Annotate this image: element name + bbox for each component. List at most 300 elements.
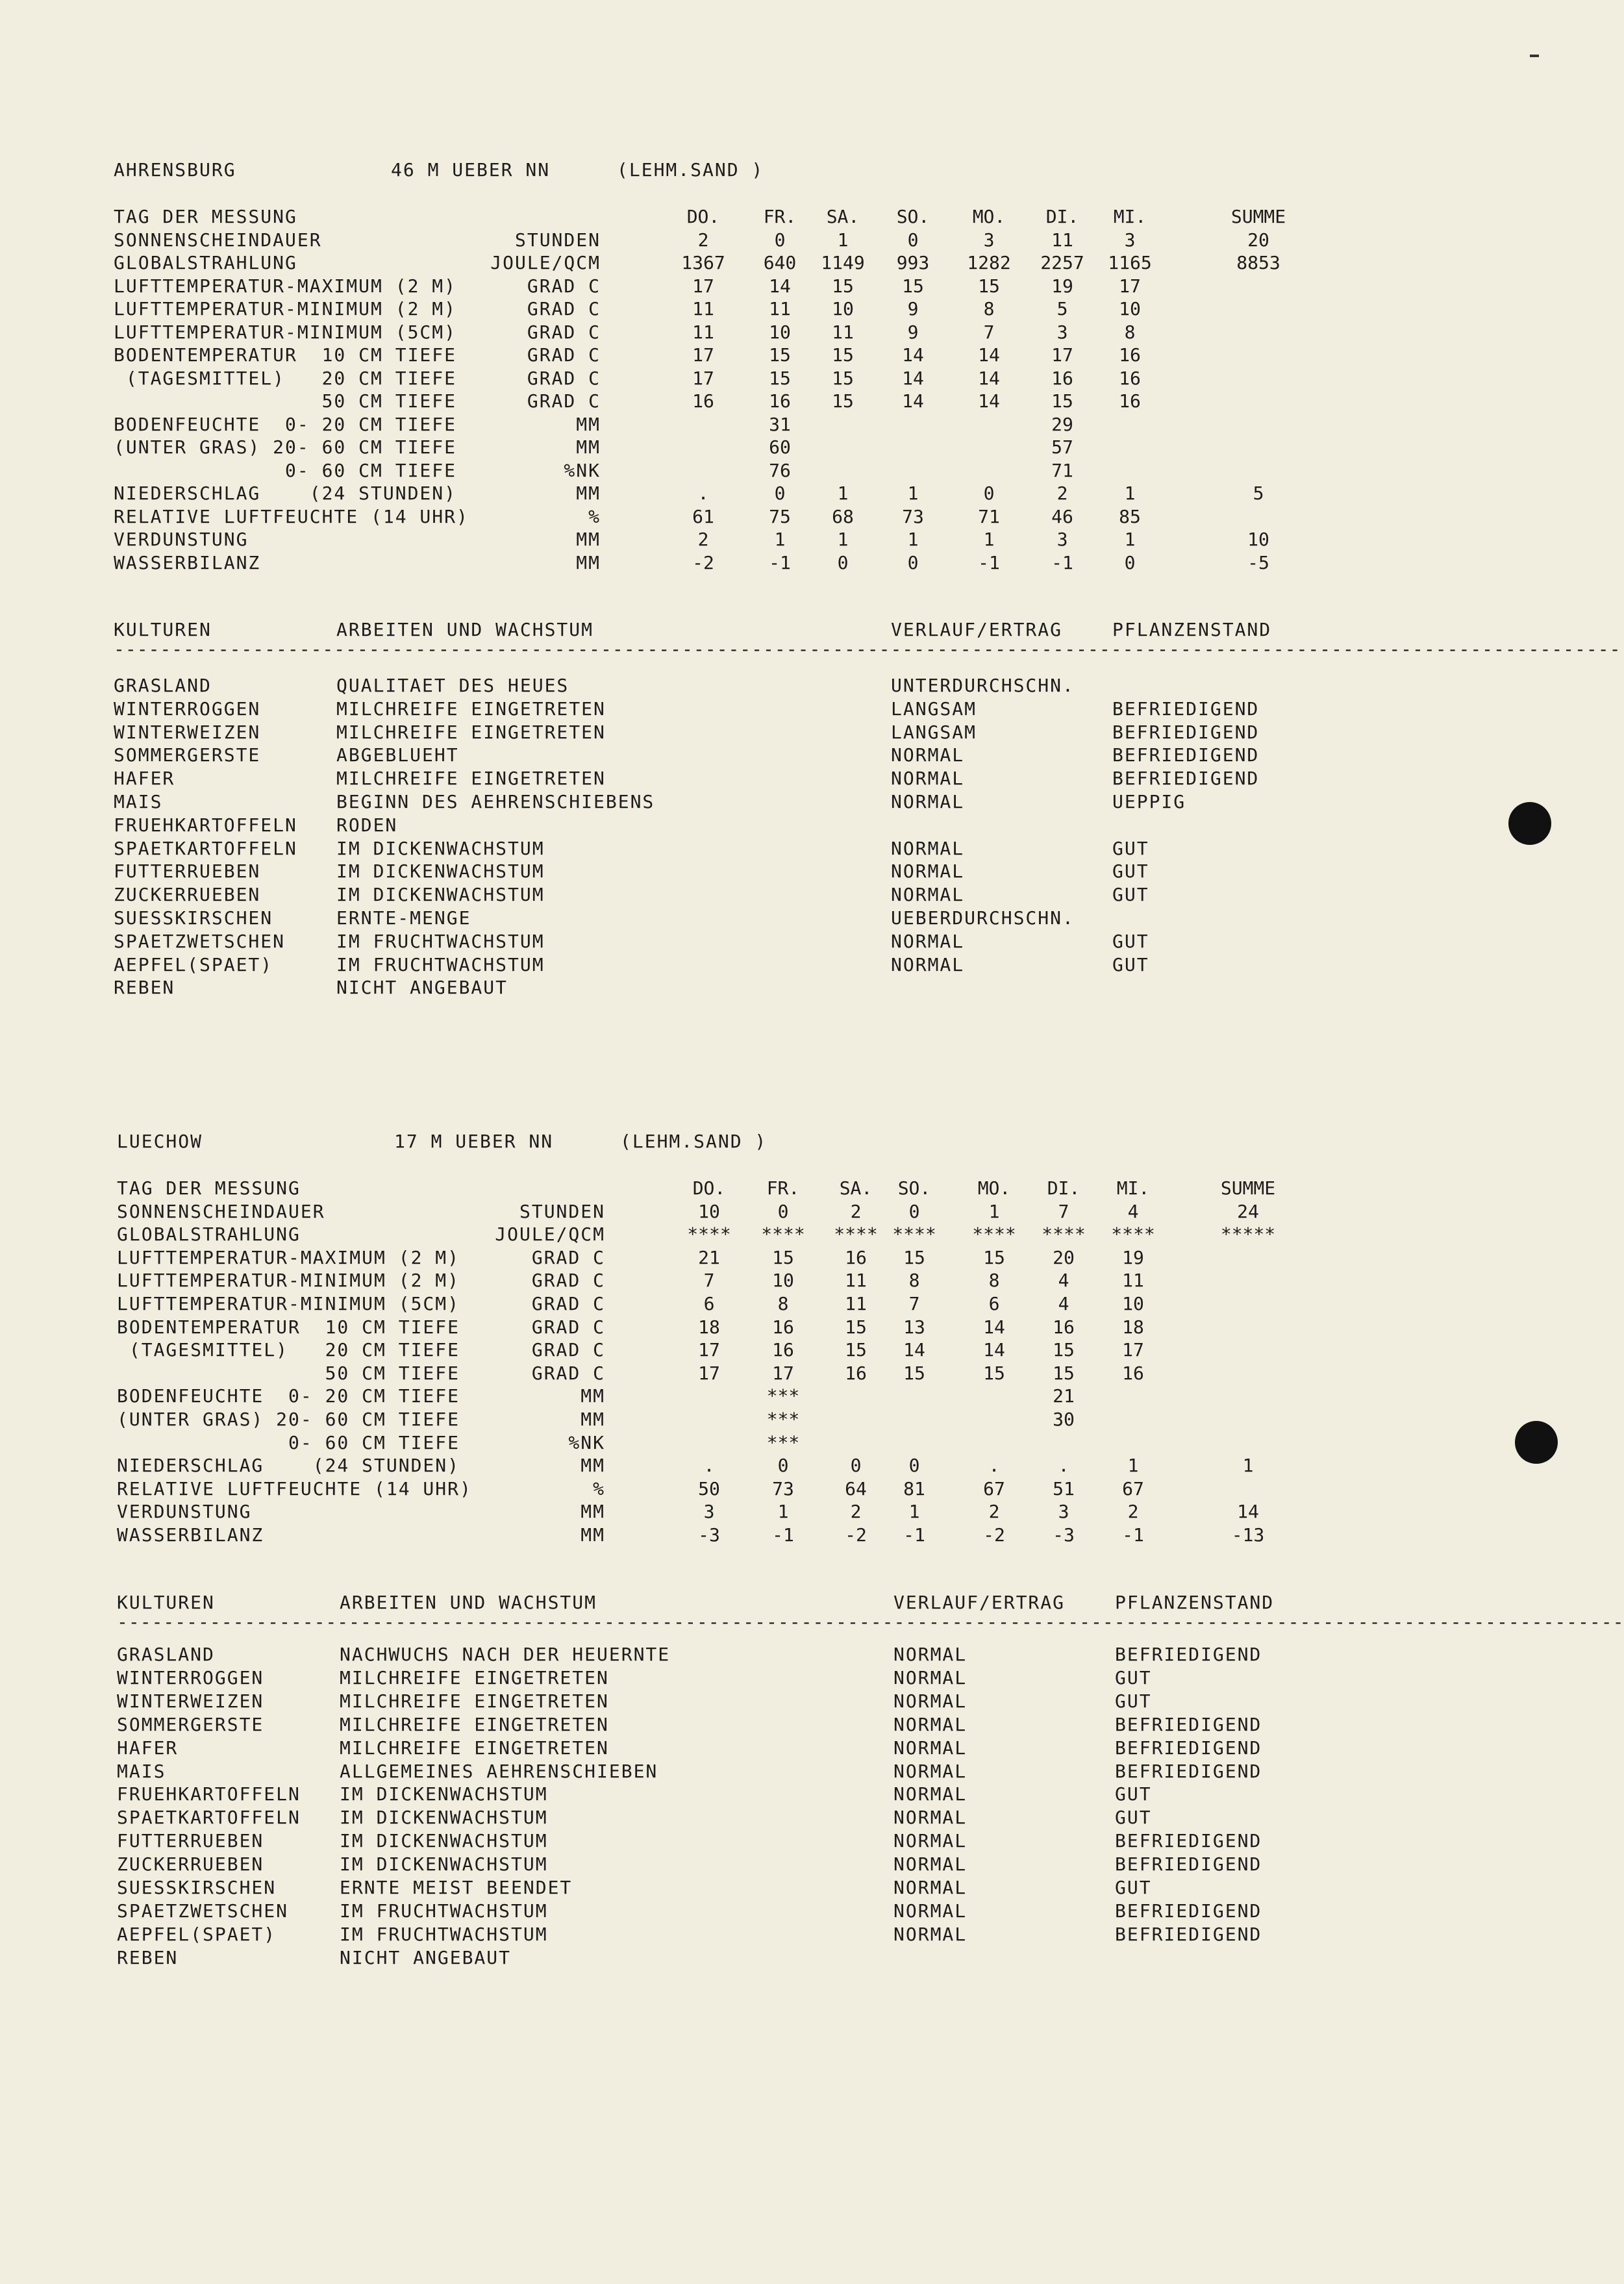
- measurement-value: 64: [845, 1477, 867, 1500]
- corner-mark: [1530, 55, 1539, 57]
- crop-stand: GUT: [1115, 1783, 1152, 1805]
- punch-hole-lower: [1515, 1421, 1558, 1464]
- measurement-sum: 20: [1247, 229, 1269, 251]
- measurement-value: 2: [850, 1501, 862, 1523]
- measurement-unit: GRAD C: [531, 1339, 605, 1361]
- measurement-value: 11: [845, 1293, 867, 1314]
- measurement-label: 50 CM TIEFE: [114, 390, 457, 412]
- measurement-label: SONNENSCHEINDAUER: [114, 229, 322, 251]
- measurement-value: 8: [1124, 321, 1136, 343]
- measurement-value: ****: [972, 1224, 1016, 1246]
- measurement-value: 13: [903, 1316, 925, 1338]
- crop-culture: REBEN: [114, 977, 175, 999]
- measurement-value: 1: [777, 1501, 789, 1523]
- measurement-value: .: [703, 1455, 715, 1477]
- measurement-value: 16: [692, 390, 714, 412]
- measurement-value: 1282: [967, 252, 1011, 273]
- measurement-value: 0: [777, 1200, 789, 1222]
- measurement-sum: 5: [1253, 483, 1264, 504]
- crops-header-culture: KULTUREN: [117, 1592, 215, 1613]
- crop-trend: NORMAL: [893, 1830, 968, 1852]
- crop-trend: NORMAL: [891, 768, 965, 790]
- measurement-value: 2: [697, 229, 709, 251]
- measurement-value: 17: [692, 344, 714, 366]
- measurement-sum: *****: [1220, 1224, 1276, 1246]
- measurement-value: 15: [832, 367, 854, 389]
- measurement-value: 2: [850, 1200, 862, 1222]
- measurement-value: 1: [1124, 483, 1136, 504]
- measurement-sum: -13: [1231, 1524, 1265, 1546]
- measurement-value: 76: [769, 459, 791, 481]
- measurement-value: -2: [692, 551, 714, 573]
- measurement-value: 0: [777, 1455, 789, 1477]
- measurement-value: 17: [1119, 275, 1141, 297]
- measurement-value: 1: [1124, 529, 1136, 550]
- measurement-label: NIEDERSCHLAG (24 STUNDEN): [117, 1455, 460, 1477]
- measurement-unit: GRAD C: [531, 1270, 605, 1292]
- measurement-value: -2: [845, 1524, 867, 1546]
- crops-header-work: ARBEITEN UND WACHSTUM: [336, 619, 594, 640]
- measurement-value: 18: [698, 1316, 720, 1338]
- measurement-value: 16: [772, 1316, 794, 1338]
- station-soil: (LEHM.SAND ): [617, 159, 764, 181]
- measurement-value: 2: [988, 1501, 1000, 1523]
- crops-header-trend: VERLAUF/ERTRAG: [891, 619, 1063, 640]
- measurement-value: 75: [769, 505, 791, 527]
- measurement-label: BODENTEMPERATUR 10 CM TIEFE: [117, 1316, 460, 1338]
- measurement-sum: 10: [1247, 529, 1269, 550]
- measurement-value: -1: [903, 1524, 925, 1546]
- crop-stand: GUT: [1112, 930, 1149, 952]
- measurement-value: 9: [907, 298, 919, 320]
- measurement-value: ****: [834, 1224, 878, 1246]
- measurement-unit: MM: [576, 436, 601, 458]
- crop-trend: NORMAL: [893, 1644, 968, 1665]
- crop-work: IM DICKENWACHSTUM: [340, 1783, 548, 1805]
- measurement-unit: MM: [581, 1409, 605, 1430]
- crop-culture: AEPFEL(SPAET): [114, 953, 273, 975]
- measurement-value: 14: [902, 344, 924, 366]
- measurement-label: WASSERBILANZ: [114, 551, 261, 573]
- crop-stand: BEFRIEDIGEND: [1112, 768, 1260, 790]
- crop-work: NICHT ANGEBAUT: [336, 977, 508, 999]
- measurement-value: ****: [1042, 1224, 1086, 1246]
- measurement-value: 7: [1058, 1200, 1069, 1222]
- measurement-value: 2: [1056, 483, 1068, 504]
- measurement-unit: GRAD C: [531, 1246, 605, 1268]
- measurement-value: 15: [1053, 1339, 1075, 1361]
- dashed-rule: ----------------------------------------------------------------------------------------------------------------------------------: [114, 638, 1621, 660]
- measurement-value: 29: [1051, 413, 1073, 435]
- measurement-value: 57: [1051, 436, 1073, 458]
- crop-work: IM DICKENWACHSTUM: [336, 860, 545, 883]
- station-soil: (LEHM.SAND ): [620, 1131, 768, 1152]
- crop-stand: BEFRIEDIGEND: [1115, 1713, 1262, 1735]
- measurement-value: 50: [698, 1477, 720, 1500]
- measurement-value: 10: [1119, 298, 1141, 320]
- measurement-label: 0- 60 CM TIEFE: [114, 459, 457, 481]
- crop-stand: GUT: [1115, 1690, 1152, 1712]
- measurement-value: .: [988, 1455, 1000, 1477]
- measurement-value: 15: [978, 275, 1000, 297]
- crop-work: BEGINN DES AEHRENSCHIEBENS: [336, 791, 655, 812]
- crop-trend: NORMAL: [893, 1877, 968, 1898]
- measurement-label: LUFTTEMPERATUR-MAXIMUM (2 M): [117, 1246, 460, 1268]
- measurement-value: 8: [777, 1293, 789, 1314]
- measurement-value: -3: [698, 1524, 720, 1546]
- measurement-label: BODENFEUCHTE 0- 20 CM TIEFE: [114, 413, 457, 435]
- measurement-value: 3: [1058, 1501, 1069, 1523]
- crop-culture: FRUEHKARTOFFELN: [117, 1783, 301, 1805]
- measurement-unit: %NK: [564, 459, 601, 481]
- measurement-value: 71: [1051, 459, 1073, 481]
- measurement-label: VERDUNSTUNG: [114, 529, 249, 550]
- crop-trend: NORMAL: [893, 1853, 968, 1876]
- measurement-unit: GRAD C: [527, 390, 601, 412]
- measurement-unit: MM: [581, 1501, 605, 1523]
- measurement-value: ****: [892, 1224, 936, 1246]
- measurement-unit: %: [593, 1477, 605, 1500]
- crop-work: MILCHREIFE EINGETRETEN: [336, 721, 606, 743]
- crops-header-work: ARBEITEN UND WACHSTUM: [340, 1592, 597, 1613]
- measurement-value: 10: [698, 1200, 720, 1222]
- crop-work: ABGEBLUEHT: [336, 744, 459, 766]
- measurement-label: NIEDERSCHLAG (24 STUNDEN): [114, 483, 457, 504]
- measurement-value: 8: [908, 1270, 920, 1292]
- crop-stand: BEFRIEDIGEND: [1115, 1923, 1262, 1945]
- measurement-label: RELATIVE LUFTFEUCHTE (14 UHR): [114, 505, 469, 527]
- measurement-value: 85: [1119, 505, 1141, 527]
- sum-header: SUMME: [1220, 1177, 1276, 1199]
- measurement-unit: GRAD C: [531, 1362, 605, 1384]
- measurement-value: 14: [903, 1339, 925, 1361]
- day-header: DI.: [1045, 206, 1079, 227]
- measurement-value: 14: [978, 390, 1000, 412]
- crop-trend: NORMAL: [893, 1900, 968, 1922]
- measurement-value: 1: [1127, 1455, 1139, 1477]
- measurement-value: 15: [845, 1339, 867, 1361]
- crop-trend: NORMAL: [891, 953, 965, 975]
- measurement-unit: GRAD C: [527, 367, 601, 389]
- crops-header-stand: PFLANZENSTAND: [1115, 1592, 1275, 1613]
- measurement-value: 16: [1119, 344, 1141, 366]
- measurement-value: 1165: [1108, 252, 1152, 273]
- crop-stand: BEFRIEDIGEND: [1115, 1853, 1262, 1876]
- measurement-value: 60: [769, 436, 791, 458]
- measurement-value: -1: [1051, 551, 1073, 573]
- measurement-value: 15: [903, 1362, 925, 1384]
- measurement-value: 0: [850, 1455, 862, 1477]
- measurement-value: -1: [769, 551, 791, 573]
- crop-culture: HAFER: [117, 1737, 179, 1759]
- measurement-unit: MM: [581, 1524, 605, 1546]
- crop-trend: NORMAL: [891, 837, 965, 859]
- station-name: AHRENSBURG: [114, 159, 236, 181]
- measurement-value: 15: [983, 1246, 1005, 1268]
- crop-work: ALLGEMEINES AEHRENSCHIEBEN: [340, 1760, 658, 1782]
- measurement-value: 11: [1051, 229, 1073, 251]
- crop-trend: NORMAL: [893, 1760, 968, 1782]
- measurement-unit: JOULE/QCM: [495, 1224, 605, 1246]
- measurement-label: GLOBALSTRAHLUNG: [117, 1224, 301, 1246]
- measurement-value: 15: [832, 344, 854, 366]
- crop-culture: FUTTERRUEBEN: [117, 1830, 264, 1852]
- day-header: SO.: [896, 206, 930, 227]
- sum-header: SUMME: [1230, 206, 1286, 227]
- crop-trend: NORMAL: [893, 1923, 968, 1945]
- measurement-label: SONNENSCHEINDAUER: [117, 1200, 325, 1222]
- measurement-unit: JOULE/QCM: [490, 252, 601, 273]
- crop-work: NACHWUCHS NACH DER HEUERNTE: [340, 1644, 671, 1665]
- measurement-value: 0: [908, 1200, 920, 1222]
- measurement-value: 15: [1053, 1362, 1075, 1384]
- measurement-value: 10: [832, 298, 854, 320]
- crop-trend: NORMAL: [893, 1807, 968, 1829]
- measurement-label: LUFTTEMPERATUR-MINIMUM (5CM): [117, 1293, 460, 1314]
- crop-trend: NORMAL: [893, 1737, 968, 1759]
- measurement-label: 50 CM TIEFE: [117, 1362, 460, 1384]
- measurement-value: 3: [703, 1501, 715, 1523]
- station-name: LUECHOW: [117, 1131, 203, 1152]
- measurement-value: 6: [703, 1293, 715, 1314]
- crop-trend: NORMAL: [891, 791, 965, 812]
- measurement-value: -1: [772, 1524, 794, 1546]
- measurement-label: GLOBALSTRAHLUNG: [114, 252, 297, 273]
- crop-stand: GUT: [1115, 1666, 1152, 1688]
- measurement-unit: MM: [581, 1385, 605, 1407]
- measurement-value: 640: [763, 252, 797, 273]
- crop-stand: GUT: [1115, 1877, 1152, 1898]
- measurement-value: 21: [1053, 1385, 1075, 1407]
- measurement-value: -3: [1053, 1524, 1075, 1546]
- crop-culture: WINTERWEIZEN: [117, 1690, 264, 1712]
- day-header: FR.: [763, 206, 797, 227]
- crop-culture: MAIS: [117, 1760, 166, 1782]
- measurement-value: 4: [1058, 1270, 1069, 1292]
- crop-stand: GUT: [1115, 1807, 1152, 1829]
- measurement-label: (UNTER GRAS) 20- 60 CM TIEFE: [117, 1409, 460, 1430]
- measurement-label: (TAGESMITTEL) 20 CM TIEFE: [117, 1339, 460, 1361]
- crop-stand: BEFRIEDIGEND: [1112, 721, 1260, 743]
- measurement-value: 0: [1124, 551, 1136, 573]
- measurement-sum: 8853: [1236, 252, 1280, 273]
- crop-work: IM FRUCHTWACHSTUM: [340, 1923, 548, 1945]
- measurement-sum: 14: [1237, 1501, 1259, 1523]
- measurement-value: ***: [766, 1409, 800, 1430]
- measurement-value: 5: [1056, 298, 1068, 320]
- crop-culture: MAIS: [114, 791, 163, 812]
- measurement-value: 81: [903, 1477, 925, 1500]
- crop-work: IM FRUCHTWACHSTUM: [340, 1900, 548, 1922]
- crop-stand: BEFRIEDIGEND: [1115, 1900, 1262, 1922]
- crop-stand: BEFRIEDIGEND: [1112, 697, 1260, 720]
- measurement-value: 11: [1122, 1270, 1144, 1292]
- crop-work: ERNTE MEIST BEENDET: [340, 1877, 573, 1898]
- crop-trend: UEBERDURCHSCHN.: [891, 907, 1075, 929]
- measurement-value: 15: [903, 1246, 925, 1268]
- measurement-unit: MM: [581, 1455, 605, 1477]
- measurement-label: LUFTTEMPERATUR-MINIMUM (2 M): [117, 1270, 460, 1292]
- crop-work: IM FRUCHTWACHSTUM: [336, 953, 545, 975]
- measurement-sum: 24: [1237, 1200, 1259, 1222]
- measurement-value: 1: [907, 483, 919, 504]
- measurement-value: 4: [1127, 1200, 1139, 1222]
- measurement-value: 11: [692, 321, 714, 343]
- crop-culture: ZUCKERRUEBEN: [117, 1853, 264, 1876]
- measurement-label: WASSERBILANZ: [117, 1524, 264, 1546]
- measurement-value: 2: [1127, 1501, 1139, 1523]
- measurement-label: VERDUNSTUNG: [117, 1501, 252, 1523]
- measurement-value: 17: [772, 1362, 794, 1384]
- measurement-value: 14: [983, 1316, 1005, 1338]
- measurement-value: 2: [697, 529, 709, 550]
- crop-work: IM DICKENWACHSTUM: [336, 837, 545, 859]
- crop-work: MILCHREIFE EINGETRETEN: [340, 1713, 609, 1735]
- crop-work: IM FRUCHTWACHSTUM: [336, 930, 545, 952]
- punch-hole-upper: [1508, 802, 1551, 845]
- measurement-value: 17: [692, 275, 714, 297]
- measurement-value: 15: [983, 1362, 1005, 1384]
- measurement-label: LUFTTEMPERATUR-MAXIMUM (2 M): [114, 275, 457, 297]
- measurement-unit: MM: [576, 483, 601, 504]
- measurement-label: BODENFEUCHTE 0- 20 CM TIEFE: [117, 1385, 460, 1407]
- measurement-value: 16: [1119, 390, 1141, 412]
- crop-culture: GRASLAND: [117, 1644, 215, 1665]
- measurement-value: 993: [896, 252, 930, 273]
- crop-culture: SPAETZWETSCHEN: [114, 930, 286, 952]
- crop-stand: GUT: [1112, 860, 1149, 883]
- measurement-unit: MM: [576, 529, 601, 550]
- crop-work: QUALITAET DES HEUES: [336, 675, 569, 696]
- measurement-unit: GRAD C: [527, 298, 601, 320]
- crop-stand: UEPPIG: [1112, 791, 1186, 812]
- measurement-label: BODENTEMPERATUR 10 CM TIEFE: [114, 344, 457, 366]
- measurement-sum: -5: [1247, 551, 1269, 573]
- crop-culture: SPAETZWETSCHEN: [117, 1900, 289, 1922]
- measurement-value: 7: [983, 321, 995, 343]
- measurement-value: 14: [769, 275, 791, 297]
- measurement-value: 1: [907, 529, 919, 550]
- day-header: SA.: [839, 1177, 873, 1199]
- measurement-value: 15: [845, 1316, 867, 1338]
- measurement-value: 14: [902, 390, 924, 412]
- measurement-value: 15: [832, 275, 854, 297]
- crop-culture: WINTERROGGEN: [114, 697, 261, 720]
- crop-stand: BEFRIEDIGEND: [1112, 744, 1260, 766]
- measurement-value: 11: [692, 298, 714, 320]
- measurement-value: 11: [769, 298, 791, 320]
- crop-stand: BEFRIEDIGEND: [1115, 1644, 1262, 1665]
- day-header: MI.: [1113, 206, 1147, 227]
- measurement-value: 1367: [681, 252, 725, 273]
- measurement-value: 15: [902, 275, 924, 297]
- day-header: MI.: [1116, 1177, 1150, 1199]
- measurement-unit: STUNDEN: [514, 229, 601, 251]
- crop-trend: NORMAL: [893, 1666, 968, 1688]
- crop-culture: SPAETKARTOFFELN: [117, 1807, 301, 1829]
- crop-stand: GUT: [1112, 953, 1149, 975]
- crop-culture: SPAETKARTOFFELN: [114, 837, 297, 859]
- crop-trend: UNTERDURCHSCHN.: [891, 675, 1075, 696]
- station-elevation: 46 M UEBER NN: [391, 159, 551, 181]
- measurement-value: 16: [1119, 367, 1141, 389]
- measurement-value: -1: [1122, 1524, 1144, 1546]
- measurement-value: 16: [1051, 367, 1073, 389]
- crop-stand: BEFRIEDIGEND: [1115, 1737, 1262, 1759]
- measurement-value: 1: [837, 483, 849, 504]
- measurement-value: ***: [766, 1385, 800, 1407]
- measurement-value: 15: [832, 390, 854, 412]
- measurement-value: 1: [774, 529, 786, 550]
- measurement-value: 2257: [1040, 252, 1084, 273]
- measurement-value: 21: [698, 1246, 720, 1268]
- measurement-unit: GRAD C: [531, 1316, 605, 1338]
- measurement-value: 73: [902, 505, 924, 527]
- measurement-value: 15: [769, 344, 791, 366]
- measurement-value: 1149: [821, 252, 865, 273]
- measurement-value: 67: [983, 1477, 1005, 1500]
- measurement-value: ****: [1111, 1224, 1155, 1246]
- crop-culture: HAFER: [114, 768, 175, 790]
- day-header: DI.: [1047, 1177, 1081, 1199]
- measurement-value: 9: [907, 321, 919, 343]
- crop-trend: NORMAL: [893, 1783, 968, 1805]
- day-header: SO.: [897, 1177, 931, 1199]
- measurement-value: -1: [978, 551, 1000, 573]
- crop-stand: GUT: [1112, 837, 1149, 859]
- crop-work: IM DICKENWACHSTUM: [336, 884, 545, 906]
- crop-culture: WINTERWEIZEN: [114, 721, 261, 743]
- measurement-value: 15: [769, 367, 791, 389]
- measurement-value: 17: [692, 367, 714, 389]
- measurement-label: LUFTTEMPERATUR-MINIMUM (2 M): [114, 298, 457, 320]
- crop-work: MILCHREIFE EINGETRETEN: [336, 697, 606, 720]
- measurement-value: 11: [832, 321, 854, 343]
- measurement-value: 20: [1053, 1246, 1075, 1268]
- crop-work: IM DICKENWACHSTUM: [340, 1853, 548, 1876]
- measurement-value: ***: [766, 1431, 800, 1453]
- measurement-value: 8: [988, 1270, 1000, 1292]
- measurement-value: 17: [698, 1362, 720, 1384]
- measurement-value: 51: [1053, 1477, 1075, 1500]
- measurement-value: -2: [983, 1524, 1005, 1546]
- measurement-value: 1: [837, 529, 849, 550]
- crop-trend: LANGSAM: [891, 721, 977, 743]
- crop-culture: GRASLAND: [114, 675, 212, 696]
- crop-stand: BEFRIEDIGEND: [1115, 1830, 1262, 1852]
- day-header: FR.: [766, 1177, 800, 1199]
- measurement-value: 4: [1058, 1293, 1069, 1314]
- measurement-value: 3: [1124, 229, 1136, 251]
- crop-culture: FUTTERRUEBEN: [114, 860, 261, 883]
- crop-stand: GUT: [1112, 884, 1149, 906]
- day-header: SA.: [826, 206, 860, 227]
- station-elevation: 17 M UEBER NN: [394, 1131, 554, 1152]
- crop-culture: SUESSKIRSCHEN: [114, 907, 273, 929]
- measurement-value: 16: [769, 390, 791, 412]
- measurement-value: 14: [978, 344, 1000, 366]
- measurement-unit: %: [588, 505, 601, 527]
- crop-culture: AEPFEL(SPAET): [117, 1923, 277, 1945]
- measurement-value: ****: [761, 1224, 805, 1246]
- measurement-value: 71: [978, 505, 1000, 527]
- crop-work: MILCHREIFE EINGETRETEN: [340, 1690, 609, 1712]
- crop-trend: NORMAL: [891, 744, 965, 766]
- measurement-value: 10: [772, 1270, 794, 1292]
- measurement-value: 73: [772, 1477, 794, 1500]
- crops-header-culture: KULTUREN: [114, 619, 212, 640]
- measurement-value: 3: [983, 229, 995, 251]
